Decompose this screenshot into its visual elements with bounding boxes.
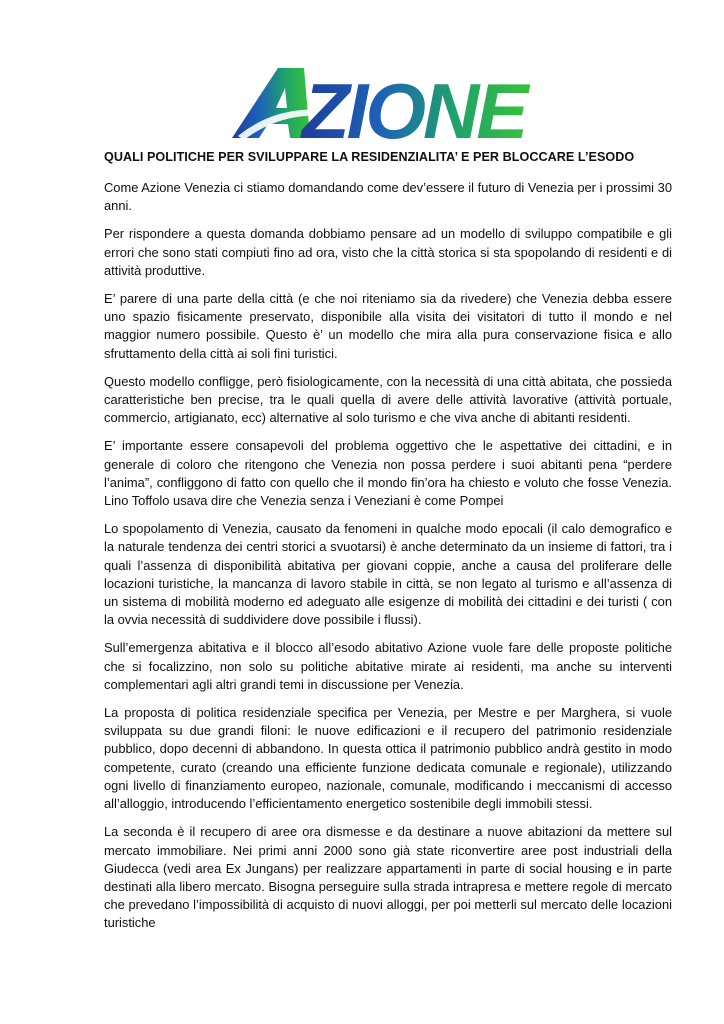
paragraph: Sull’emergenza abitativa e il blocco all’esodo abitativo Azione vuole fare delle proposte politiche che si focalizzino, non solo su politiche abitative mirate ai residenti, ma anche su interventi complementari agli altri grandi temi in discussione per Venezia. [104, 640, 672, 692]
paragraph: Questo modello confligge, però fisiologicamente, con la necessità di una città abitata, che possieda caratteristiche ben precise, tra le quali quella di avere delle attività lavorative (attività portuale, commercio, artigianato, ecc) alternative al solo turismo e che viva anche di abitanti residenti. [104, 373, 672, 426]
azione-logo [228, 62, 546, 144]
document-heading: QUALI POLITICHE PER SVILUPPARE LA RESIDENZIALITA’ E PER BLOCCARE L’ESODO [104, 150, 635, 164]
paragraph: La proposta di politica residenziale specifica per Venezia, per Mestre e per Marghera, si vuole sviluppata su due grandi filoni: le nuove edificazioni e il recupero del patrimonio residenziale pubblico, dopo decenni di abbandono. In questa ottica il patrimonio pubblico andrà gestito in modo competente, curato (creando una efficiente funzione dedicata comunale e regionale), utilizzando ogni livello di finanziamento europeo, nazionale, comunale, modificando i meccanismi di accesso all’alloggio, introducendo l’efficientamento energetico sostenibile degli immobili stessi. [104, 705, 672, 812]
azione-logo-graphic [228, 62, 546, 144]
logo-a-shape [232, 68, 310, 138]
document-body [104, 179, 672, 943]
paragraph: E’ parere di una parte della città (e che noi riteniamo sia da rivedere) che Venezia debba essere uno spazio fisicamente preservato, disponibile alla visita dei visitatori di tutto il mondo e nel maggior numero possibile. Questo è’ un modello che mira alla pura conservazione fisica e allo sfruttamento della città ai soli fini turistici. [104, 291, 672, 361]
paragraph: Lo spopolamento di Venezia, causato da fenomeni in qualche modo epocali (il calo demografico e la naturale tendenza dei centri storici a svuotarsi) è anche determinato da un insieme di fattori, tra i quali l’assenza di disponibilità abitativa per giovani coppie, anche a causa del proliferare delle locazioni turistiche, la mancanza di lavoro stabile in città, se non legato al turismo e all’assenza di un sistema di mobilità moderno ed adeguato alle esigenze di mobilità dei cittadini e dei turisti ( con la ovvia necessità di suddividere dove possibile i flussi). [104, 521, 672, 628]
paragraph: E’ importante essere consapevoli del problema oggettivo che le aspettative dei cittadini, e in generale di coloro che ritengono che Venezia non possa perdere i suoi abitanti pena “perdere l’anima”, confliggono di fatto con quello che il mondo fin’ora ha chiesto e voluto che fosse Venezia. Lino Toffolo usava dire che Venezia senza i Veneziani è come Pompei [104, 438, 672, 509]
paragraph: Come Azione Venezia ci stiamo domandando come dev’essere il futuro di Venezia per i prossimi 30 anni. [104, 180, 672, 214]
logo-letters: ZIONE [302, 67, 526, 144]
paragraph: La seconda è il recupero di aree ora dismesse e da destinare a nuove abitazioni da mettere sul mercato immobiliare. Nei primi anni 2000 sono già state riconvertire aree post industriali della Giudecca (vedi area Ex Jungans) per realizzare appartamenti in parte di social housing e in parte destinati alla libero mercato. Bisogna perseguire sulla strada intrapresa e mettere regole di mercato che prevedano l’impossibilità di acquisto di nuovi alloggi, per poi metterli sul mercato delle locazioni turistiche [104, 824, 672, 931]
paragraph: Per rispondere a questa domanda dobbiamo pensare ad un modello di sviluppo compatibile e gli errori che sono stati compiuti fino ad ora, visto che la città storica si sta spopolando di residenti e di attività produttive. [104, 226, 672, 278]
